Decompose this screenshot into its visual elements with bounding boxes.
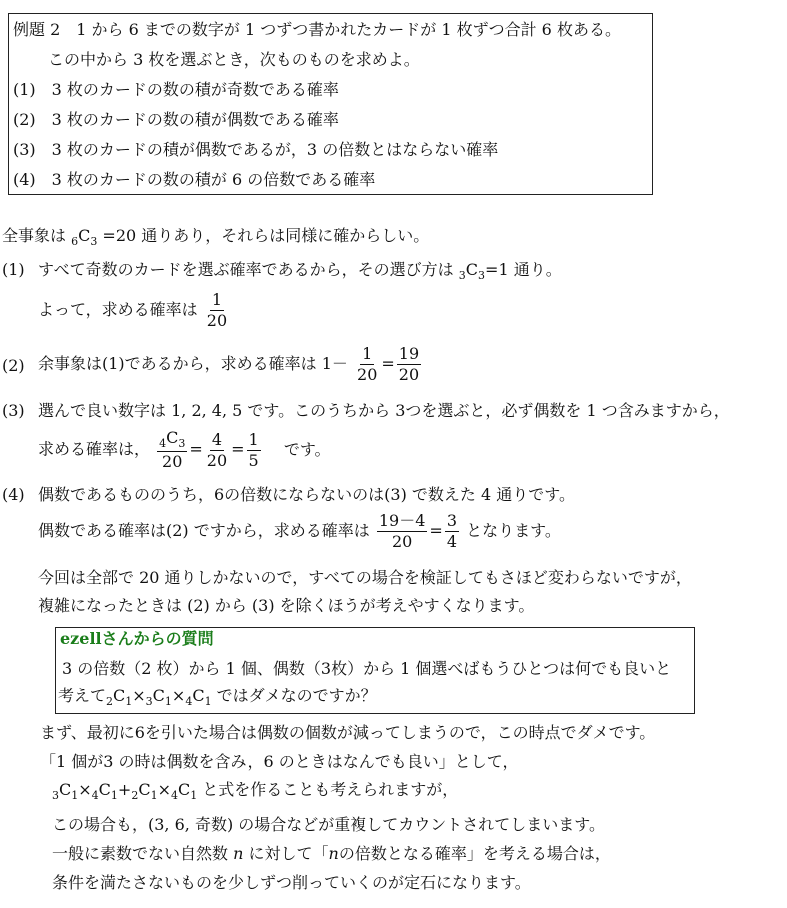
combination-r: 1: [71, 789, 79, 803]
combination-r: 1: [150, 789, 158, 803]
reply-line-4: この場合も，(3, 6, 奇数) の場合などが重複してカウントされてしまいます。: [52, 815, 605, 834]
reply-line-6: 条件を満たさないものを少しずつ削っていくのが定石になります。: [52, 873, 531, 892]
combination-r: 1: [110, 789, 118, 803]
problem-q1: (1) 3 枚のカードの数の積が奇数である確率: [13, 80, 339, 99]
fraction: $\frac{4}{20}$: [206, 429, 228, 470]
combination-n: 4: [170, 789, 178, 802]
answer-4-label: (4): [2, 485, 25, 504]
answer-2-label: (2): [2, 356, 25, 375]
problem-box: [8, 13, 653, 195]
combination-r: 1: [190, 789, 198, 803]
answer-1-result: よって，求める確率は $\frac{1}{20}$: [38, 290, 228, 330]
fraction: $\frac{_4C_3}{20}$: [159, 428, 186, 472]
fraction: $\frac{19-4}{20}$: [378, 511, 426, 551]
combination-r: 1: [125, 695, 133, 709]
operator: ×: [78, 780, 92, 799]
combination-symbol: C: [152, 686, 165, 705]
answer-4-note-2: 複雑になったときは (2) から (3) を除くほうが考えやすくなります。: [38, 596, 535, 615]
combination-symbol: C: [113, 686, 126, 705]
combination-n: 3: [145, 695, 153, 708]
combination-n: 2: [131, 789, 139, 802]
problem-line-2: この中から 3 枚を選ぶとき，次ものものを求めよ。: [48, 50, 420, 69]
answer-3-result: 求める確率は， $\frac{_4C_3}{20}$ = $\frac{4}{20}$ = $\frac{1}{5}$ です。: [38, 428, 331, 472]
fraction: $\frac{1}{5}$: [248, 429, 259, 470]
operator: ×: [171, 686, 186, 705]
question-line-2: 考えて$_2C_1\times_3C_1\times_4C_1$ ではダメなのですか？: [58, 686, 377, 709]
fraction: $\frac{3}{4}$: [446, 511, 457, 551]
operator: +: [117, 780, 132, 799]
answer-4-text-2: 偶数である確率は(2) ですから，求める確率は $\frac{19-4}{20}$ = $\frac{3}{4}$ となります。: [38, 511, 561, 551]
fraction: $\frac{19}{20}$: [398, 344, 420, 384]
question-line-1: 3 の倍数（2 枚）から 1 個、偶数（3枚）から 1 個選べばもうひとつは何でも良いと: [62, 659, 672, 678]
answer-2-text: 余事象は(1)であるから，求める確率は 1－ $\frac{1}{20}$ = $\frac{19}{20}$: [38, 344, 420, 384]
combination-r: 1: [164, 695, 172, 709]
problem-q2: (2) 3 枚のカードの数の積が偶数である確率: [13, 110, 339, 129]
problem-line-1: 例題 2 1 から 6 までの数字が 1 つずつ書かれたカードが 1 枚ずつ合計 6 枚ある。: [13, 20, 621, 39]
combination-symbol: C: [192, 686, 205, 705]
question-formula: [106, 686, 212, 709]
fraction: $\frac{1}{20}$: [357, 344, 378, 384]
reply-line-5: 一般に素数でない自然数 n に対して「nの倍数となる確率」を考える場合は，: [52, 844, 611, 863]
combination-n: 4: [185, 695, 193, 708]
answer-1-text: すべて奇数のカードを選ぶ確率であるから，その選び方は $_3C_3=1$ 通り。: [38, 260, 562, 283]
problem-q4: (4) 3 枚のカードの数の積が 6 の倍数である確率: [13, 170, 376, 189]
answer-3-label: (3): [2, 401, 25, 420]
combination-symbol: C: [138, 780, 151, 799]
combination-n: 2: [106, 695, 114, 708]
answer-4-text-1: 偶数であるもののうち，6の倍数にならないのは(3) で数えた 4 通りです。: [38, 485, 576, 504]
reply-line-1: まず、最初に6を引いた場合は偶数の個数が減ってしまうので，この時点でダメです。: [40, 723, 656, 742]
reply-formula: [52, 780, 198, 803]
combination-n: 4: [91, 789, 99, 802]
reply-line-3: $_3C_1\times_4C_1+_2C_1\times_4C_1$ と式を作ることも考えられますが，: [52, 780, 459, 803]
combination-r: 1: [204, 695, 212, 709]
answer-3-text: 選んで良い数字は 1, 2, 4, 5 です。このうちから 3つを選ぶと，必ず偶数を 1 つ含みますから，: [38, 401, 730, 420]
combination-symbol: C: [98, 780, 111, 799]
reply-line-2: 「1 個が3 の時は偶数を含み，6 のときはなんでも良い」として，: [40, 752, 519, 771]
problem-q3: (3) 3 枚のカードの積が偶数であるが，3 の倍数とはならない確率: [13, 140, 499, 159]
combination-symbol: C: [59, 780, 72, 799]
answer-4-note-1: 今回は全部で 20 通りしかないので，すべての場合を検証してもさほど変わらないですが，: [38, 568, 692, 587]
fraction: $\frac{1}{20}$: [206, 290, 228, 330]
combination-n: 3: [52, 789, 59, 802]
answer-intro: 全事象は $_6C_3 =20$ 通りあり，それらは同様に確からしい。: [2, 226, 430, 249]
question-title: ezellさんからの質問: [60, 629, 214, 648]
operator: ×: [157, 780, 171, 799]
operator: ×: [132, 686, 146, 705]
combination-symbol: C: [177, 780, 191, 799]
answer-1-label: (1): [2, 260, 25, 279]
